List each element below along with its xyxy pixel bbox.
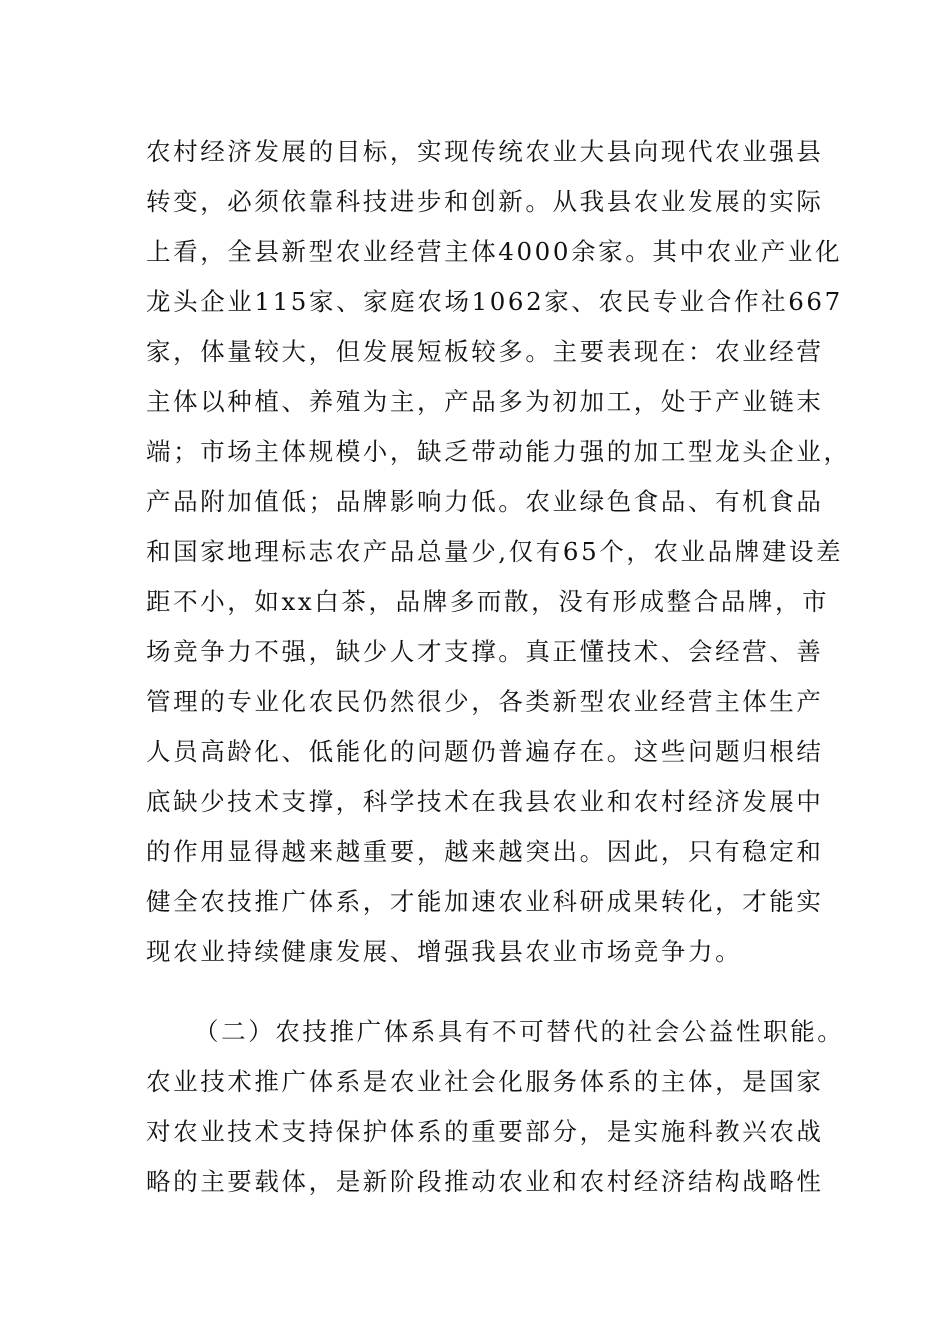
- text-line: 农村经济发展的目标，实现传统农业大县向现代农业强县: [146, 137, 824, 166]
- text-line: 龙头企业115家、家庭农场1062家、农民专业合作社667: [146, 287, 843, 316]
- text-line: 距不小，如xx白茶，品牌多而散，没有形成整合品牌，市: [146, 587, 830, 616]
- text-line: 对农业技术支持保护体系的重要部分，是实施科教兴农战: [146, 1117, 824, 1146]
- text-line: 家，体量较大，但发展短板较多。主要表现在：农业经营: [146, 337, 824, 366]
- text-line: 农业技术推广体系是农业社会化服务体系的主体，是国家: [146, 1067, 824, 1096]
- text-line: 的作用显得越来越重要，越来越突出。因此，只有稳定和: [146, 837, 824, 866]
- text-line: 健全农技推广体系，才能加速农业科研成果转化，才能实: [146, 887, 824, 916]
- text-line: 端；市场主体规模小，缺乏带动能力强的加工型龙头企业，: [146, 437, 851, 466]
- text-line: 主体以种植、养殖为主，产品多为初加工，处于产业链末: [146, 387, 824, 416]
- text-line: 场竞争力不强，缺少人才支撑。真正懂技术、会经营、善: [146, 637, 824, 666]
- text-line: 现农业持续健康发展、增强我县农业市场竞争力。: [146, 937, 743, 966]
- text-line: 底缺少技术支撑，科学技术在我县农业和农村经济发展中: [146, 787, 824, 816]
- text-line: 人员高龄化、低能化的问题仍普遍存在。这些问题归根结: [146, 737, 824, 766]
- text-line: 产品附加值低；品牌影响力低。农业绿色食品、有机食品: [146, 487, 824, 516]
- text-line: 和国家地理标志农产品总量少,仅有65个，农业品牌建设差: [146, 537, 844, 566]
- text-line: 管理的专业化农民仍然很少，各类新型农业经营主体生产: [146, 687, 824, 716]
- section-heading-line: （二）农技推广体系具有不可替代的社会公益性职能。: [194, 1017, 845, 1046]
- text-line: 转变，必须依靠科技进步和创新。从我县农业发展的实际: [146, 187, 824, 216]
- text-line: 略的主要载体，是新阶段推动农业和农村经济结构战略性: [146, 1167, 824, 1196]
- text-line: 上看，全县新型农业经营主体4000余家。其中农业产业化: [146, 237, 843, 266]
